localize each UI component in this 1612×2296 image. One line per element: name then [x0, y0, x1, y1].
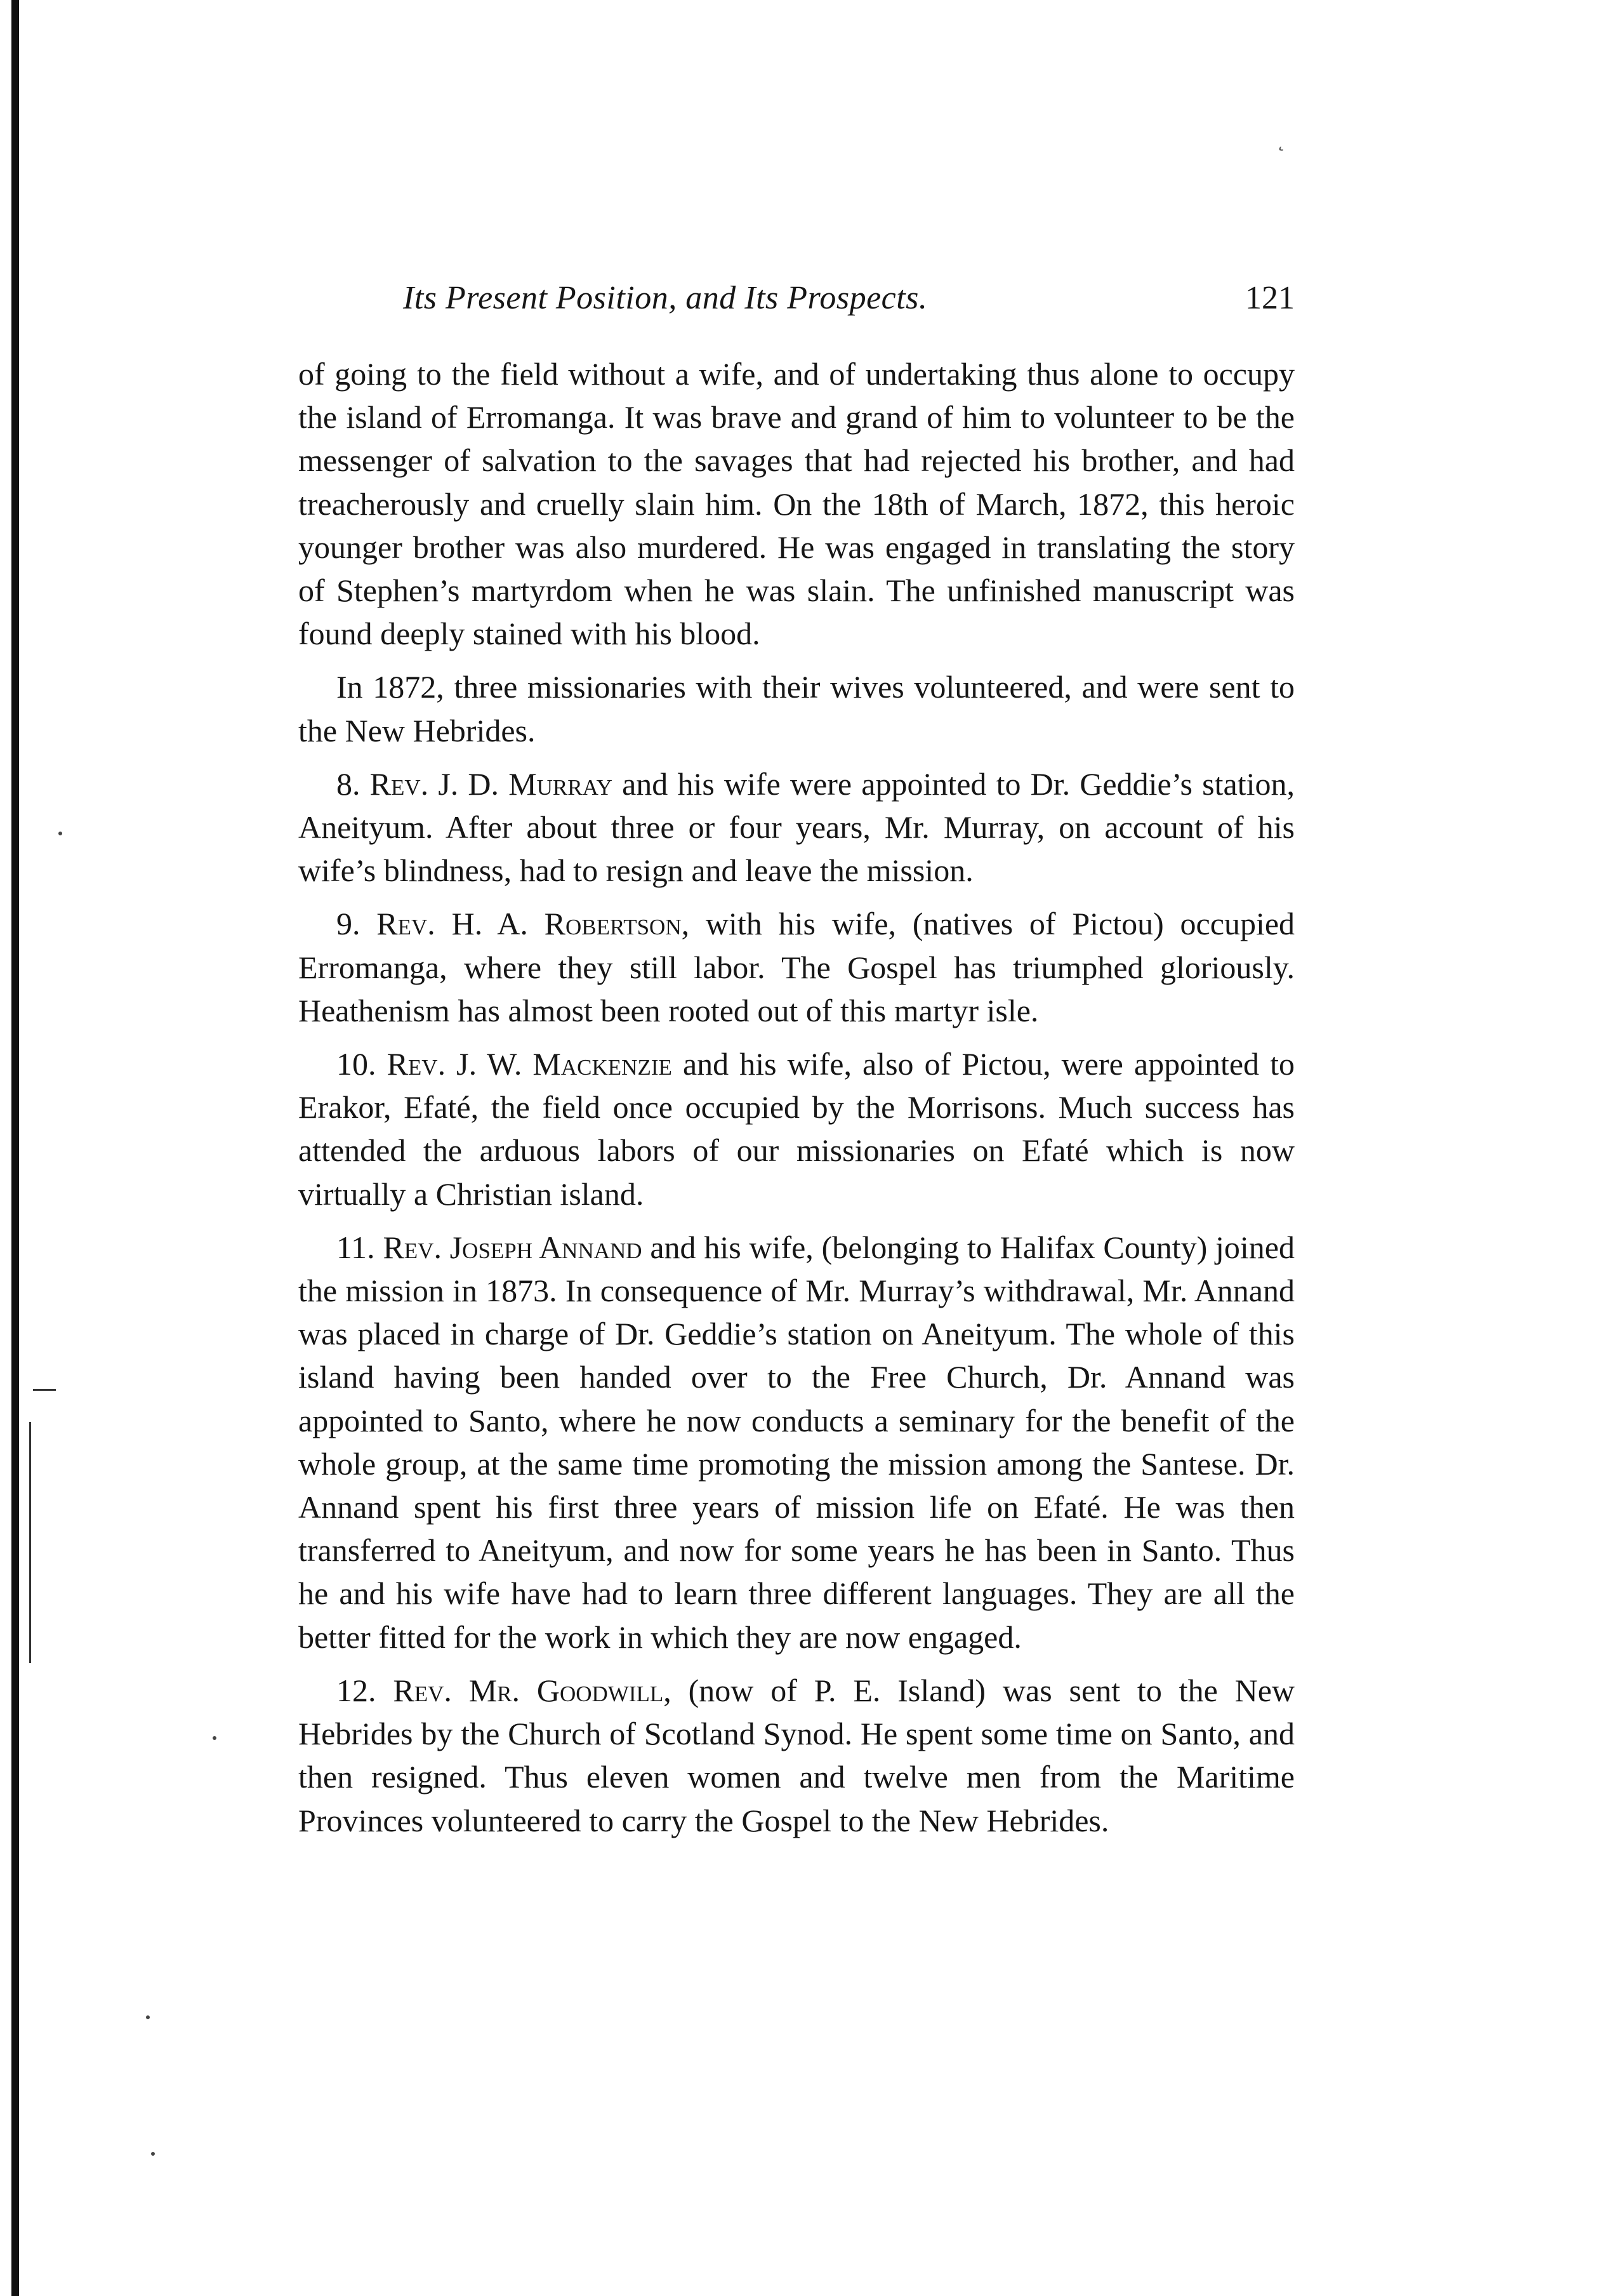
- item-number: 9.: [336, 906, 360, 942]
- margin-speck: [58, 832, 62, 835]
- scan-edge-shadow: [11, 0, 19, 2296]
- paragraph-text: (now of P. E. Island) was sent to the New Hebrides by the Church of Scotland Synod. He spent some time on Santo, and then resigned. Thus eleven women and twelve men from the Maritime Provinces volunteered to carry the Gospel to the New Hebrides.: [298, 1672, 1295, 1838]
- running-head: Its Present Position, and Its Prospects.: [403, 280, 928, 316]
- paragraph-item-9: [298, 902, 1295, 1032]
- paragraph-text: and his wife were appointed to Dr. Geddie’s station, Aneityum. After about three or four years, Mr. Murray, on account of his wife’s blindness, had to resign and leave the mission.: [298, 766, 1295, 889]
- paragraph-item-8: [298, 762, 1295, 893]
- margin-speck: [146, 2015, 150, 2019]
- paragraph-item-12: [298, 1669, 1295, 1842]
- margin-speck: [213, 1736, 216, 1740]
- item-number: 12.: [336, 1672, 376, 1708]
- page-header: [298, 279, 1295, 330]
- body-text: [298, 352, 1295, 1852]
- paragraph-item-10: [298, 1042, 1295, 1216]
- missionary-name: Rev. Mr. Goodwill,: [393, 1672, 671, 1708]
- paragraph-text: and his wife, (belonging to Halifax County) joined the mission in 1873. In consequence of Mr. Murray’s withdrawal, Mr. Annand was placed in charge of Dr. Geddie’s station on Aneityum. The whole of this island having been handed over to the Free Church, Dr. Annand was appointed to Santo, where he now conducts a seminary for the benefit of the whole group, at the same time promoting the mission among the Santese. Dr. Annand spent his first three years of mission life on Efaté. He was then transferred to Aneityum, and now for some years he has been in Santo. Thus he and his wife have had to learn three different languages. They are all the better fitted for the work in which they are now engaged.: [298, 1229, 1295, 1655]
- paragraph-text: of going to the field without a wife, and of undertaking thus alone to occupy the island of Erromanga. It was brave and grand of him to volunteer to be the messenger of salvation to the savages that had rejected his brother, and had treacherously and cruelly slain him. On the 18th of March, 1872, this heroic younger brother was also murdered. He was engaged in translating the story of Stephen’s martyrdom when he was slain. The unfinished manuscript was found deeply stained with his blood.: [298, 356, 1295, 652]
- page-number: 121: [1245, 280, 1295, 316]
- missionary-name: Rev. H. A. Robertson,: [376, 906, 690, 942]
- item-number: 8.: [336, 766, 360, 802]
- margin-mark: [33, 1389, 56, 1391]
- item-number: 10.: [336, 1046, 376, 1082]
- missionary-name: Rev. Joseph Annand: [383, 1229, 642, 1265]
- corner-speck: ˛: [1276, 127, 1286, 152]
- paragraph-text: In 1872, three missionaries with their wives volunteered, and were sent to the New Hebrides.: [298, 669, 1295, 748]
- missionary-name: Rev. J. W. Mackenzie: [386, 1046, 672, 1082]
- paragraph-text: with his wife, (natives of Pictou) occupied Erromanga, where they still labor. The Gospel has triumphed gloriously. Heathenism has almost been rooted out of this martyr isle.: [298, 906, 1295, 1028]
- paragraph-missionaries-1872: [298, 665, 1295, 752]
- item-number: 11.: [336, 1229, 375, 1265]
- missionary-name: Rev. J. D. Murray: [369, 766, 612, 802]
- scan-edge-line: [29, 1422, 31, 1663]
- margin-speck: [151, 2152, 155, 2156]
- paragraph-continuation: [298, 352, 1295, 655]
- paragraph-item-11: [298, 1226, 1295, 1659]
- paragraph-text: and his wife, also of Pictou, were appointed to Erakor, Efaté, the field once occupied by the Morrisons. Much success has attended the arduous labors of our missionaries on Efaté which is now virtually a Christian island.: [298, 1046, 1295, 1212]
